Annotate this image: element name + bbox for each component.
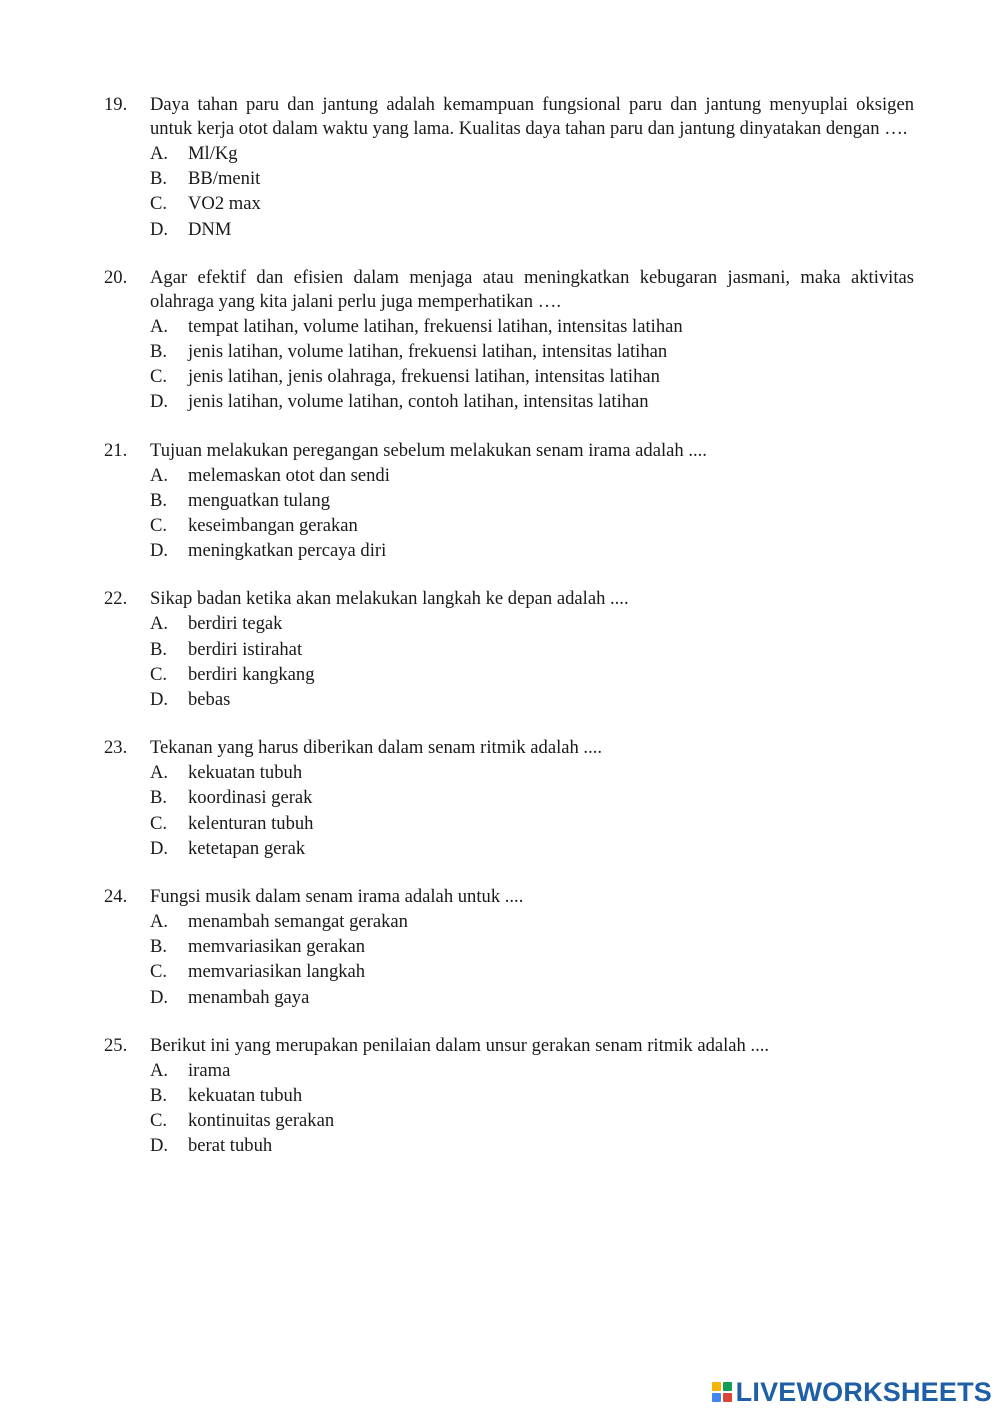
question-23 — [104, 736, 914, 861]
option-d[interactable] — [150, 389, 914, 414]
question-number: 23. — [104, 737, 128, 759]
option-letter: D. — [150, 1135, 169, 1157]
option-text: kontinuitas gerakan — [188, 1110, 335, 1132]
option-c[interactable] — [150, 513, 914, 538]
question-25 — [104, 1034, 914, 1159]
option-letter: C. — [150, 1110, 168, 1132]
option-letter: C. — [150, 193, 168, 215]
question-21 — [104, 439, 914, 564]
question-19 — [104, 93, 914, 242]
option-text: jenis latihan, volume latihan, contoh latihan, intensitas latihan — [188, 391, 649, 413]
option-text: VO2 max — [188, 193, 261, 215]
option-letter: A. — [150, 143, 169, 164]
option-letter: B. — [150, 168, 168, 190]
option-letter: C. — [150, 961, 168, 983]
option-d[interactable] — [150, 985, 914, 1010]
option-text: memvariasikan langkah — [188, 961, 366, 983]
option-a[interactable] — [150, 314, 914, 339]
option-letter: A. — [150, 464, 169, 486]
option-letter: C. — [150, 663, 168, 685]
option-text: kelenturan tubuh — [188, 812, 314, 834]
option-letter: B. — [150, 936, 168, 958]
question-number: 21. — [104, 439, 128, 461]
option-text: irama — [188, 1059, 231, 1081]
option-b[interactable] — [150, 488, 914, 513]
option-text: jenis latihan, volume latihan, frekuensi latihan, intensitas latihan — [188, 341, 668, 363]
option-b[interactable] — [150, 339, 914, 364]
option-text: berdiri kangkang — [188, 663, 315, 685]
option-c[interactable] — [150, 1108, 914, 1133]
option-list — [150, 314, 914, 415]
question-text: Sikap badan ketika akan melakukan langkah ke depan adalah .... — [150, 588, 629, 610]
option-c[interactable] — [150, 959, 914, 984]
option-letter: C. — [150, 812, 168, 834]
option-text: BB/menit — [188, 168, 261, 190]
option-text: koordinasi gerak — [188, 787, 313, 809]
option-b[interactable] — [150, 166, 914, 191]
question-text: Fungsi musik dalam senam irama adalah untuk .... — [150, 886, 524, 908]
option-text: DNM — [188, 218, 232, 240]
question-text: Tujuan melakukan peregangan sebelum melakukan senam irama adalah .... — [150, 439, 707, 461]
question-number: 19. — [104, 94, 128, 115]
option-text: kekuatan tubuh — [188, 1085, 303, 1107]
option-text: ketetapan gerak — [188, 837, 306, 859]
option-text: berdiri tegak — [188, 613, 283, 635]
option-text: memvariasikan gerakan — [188, 936, 366, 958]
option-list — [150, 909, 914, 1010]
option-b[interactable] — [150, 637, 914, 662]
question-22 — [104, 587, 914, 712]
option-list — [150, 611, 914, 712]
option-letter: A. — [150, 315, 169, 337]
question-20 — [104, 266, 914, 415]
option-list — [150, 760, 914, 861]
option-a[interactable] — [150, 909, 914, 934]
logo-square-yellow — [712, 1382, 721, 1391]
option-text: menambah gaya — [188, 986, 310, 1008]
option-letter: D. — [150, 218, 169, 240]
question-number: 25. — [104, 1034, 128, 1056]
option-a[interactable] — [150, 760, 914, 785]
logo-square-green — [723, 1382, 732, 1391]
question-text: Tekanan yang harus diberikan dalam senam ritmik adalah .... — [150, 737, 603, 759]
option-text: jenis latihan, jenis olahraga, frekuensi latihan, intensitas latihan — [188, 366, 660, 388]
option-text: berdiri istirahat — [188, 638, 303, 660]
question-number: 24. — [104, 886, 128, 908]
option-c[interactable] — [150, 364, 914, 389]
option-letter: B. — [150, 638, 168, 660]
option-letter: B. — [150, 341, 168, 363]
question-number: 20. — [104, 266, 128, 288]
option-letter: D. — [150, 689, 169, 711]
option-d[interactable] — [150, 217, 914, 242]
option-letter: A. — [150, 762, 169, 784]
option-text: menguatkan tulang — [188, 489, 330, 511]
option-letter: B. — [150, 1085, 168, 1107]
logo-square-blue — [712, 1393, 721, 1402]
worksheet — [104, 93, 914, 1183]
logo-square-red — [723, 1393, 732, 1402]
option-text: kekuatan tubuh — [188, 762, 303, 784]
question-text: Daya tahan paru dan jantung adalah kemampuan fungsional paru dan jantung menyuplai oksigen untuk kerja otot dalam waktu yang lama. Kualitas daya tahan paru dan jantung dinyatakan dengan …. — [150, 94, 914, 139]
option-b[interactable] — [150, 1083, 914, 1108]
option-letter: D. — [150, 986, 169, 1008]
option-a[interactable] — [150, 141, 914, 166]
option-b[interactable] — [150, 934, 914, 959]
option-c[interactable] — [150, 811, 914, 836]
question-24 — [104, 885, 914, 1010]
option-list — [150, 141, 914, 242]
option-text: bebas — [188, 689, 231, 711]
liveworksheets-logo-icon — [712, 1382, 732, 1402]
option-d[interactable] — [150, 687, 914, 712]
option-letter: A. — [150, 613, 169, 635]
option-text: menambah semangat gerakan — [188, 911, 408, 933]
option-a[interactable] — [150, 611, 914, 636]
question-text: Agar efektif dan efisien dalam menjaga atau meningkatkan kebugaran jasmani, maka aktivitas olahraga yang kita jalani perlu juga memperhatikan …. — [150, 266, 914, 312]
option-a[interactable] — [150, 463, 914, 488]
option-letter: D. — [150, 540, 169, 562]
option-d[interactable] — [150, 538, 914, 563]
option-c[interactable] — [150, 662, 914, 687]
option-text: tempat latihan, volume latihan, frekuensi latihan, intensitas latihan — [188, 315, 683, 337]
option-b[interactable] — [150, 785, 914, 810]
option-letter: A. — [150, 911, 169, 933]
option-text: meningkatkan percaya diri — [188, 540, 387, 562]
option-c[interactable] — [150, 191, 914, 216]
question-number: 22. — [104, 588, 128, 610]
brand-name: LIVEWORKSHEETS — [735, 1376, 992, 1407]
option-text: Ml/Kg — [188, 143, 238, 164]
option-letter: D. — [150, 391, 169, 413]
option-text: berat tubuh — [188, 1135, 273, 1157]
option-letter: C. — [150, 515, 168, 537]
option-letter: D. — [150, 837, 169, 859]
option-list — [150, 1058, 914, 1159]
option-letter: A. — [150, 1059, 169, 1081]
option-letter: C. — [150, 366, 168, 388]
option-text: keseimbangan gerakan — [188, 515, 358, 537]
question-text: Berikut ini yang merupakan penilaian dalam unsur gerakan senam ritmik adalah .... — [150, 1034, 770, 1056]
option-letter: B. — [150, 489, 168, 511]
option-text: melemaskan otot dan sendi — [188, 464, 390, 486]
option-list — [150, 463, 914, 564]
liveworksheets-brand[interactable] — [712, 1377, 992, 1407]
option-letter: B. — [150, 787, 168, 809]
option-d[interactable] — [150, 836, 914, 861]
option-a[interactable] — [150, 1058, 914, 1083]
option-d[interactable] — [150, 1133, 914, 1158]
